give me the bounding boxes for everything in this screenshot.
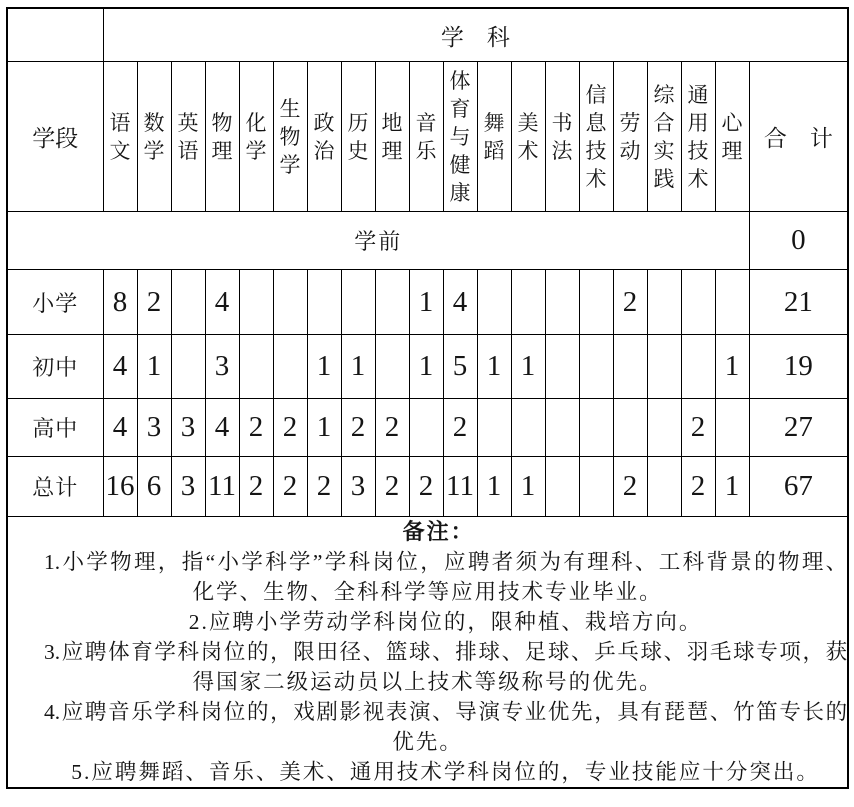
count-cell: 2	[613, 457, 647, 517]
subject-label: 书法	[551, 110, 573, 163]
count-cell	[579, 335, 613, 399]
subject-label: 化学	[245, 110, 267, 163]
count-cell	[239, 335, 273, 399]
row-label-senior: 高中	[7, 399, 103, 457]
count-cell: 6	[137, 457, 171, 517]
count-cell: 2	[409, 457, 443, 517]
count-cell	[375, 335, 409, 399]
subject-label: 音乐	[415, 110, 437, 163]
subject-label: 劳动	[619, 110, 641, 163]
subject-label: 体育与健康	[449, 68, 471, 205]
count-cell: 8	[103, 270, 137, 335]
subject-label: 政治	[313, 110, 335, 163]
count-cell: 5	[443, 335, 477, 399]
count-cell	[715, 270, 749, 335]
subject-label: 心理	[721, 110, 743, 163]
count-cell: 3	[137, 399, 171, 457]
count-cell: 16	[103, 457, 137, 517]
count-cell: 2	[375, 399, 409, 457]
count-cell	[613, 399, 647, 457]
count-cell: 4	[103, 335, 137, 399]
count-cell	[477, 270, 511, 335]
note-line: 4.应聘音乐学科岗位的，戏剧影视表演、导演专业优先，具有琵琶、竹笛专长的	[44, 700, 848, 724]
count-cell: 4	[443, 270, 477, 335]
subject-col-header-huaxue	[239, 62, 273, 212]
count-cell	[647, 335, 681, 399]
count-cell: 1	[511, 457, 545, 517]
notes-title: 备注：	[402, 519, 475, 544]
count-cell: 3	[341, 457, 375, 517]
note-line: 化学、生物、全科科学等应用技术专业毕业。	[192, 580, 663, 604]
subject-label: 地理	[381, 110, 403, 163]
count-cell	[239, 270, 273, 335]
count-cell: 2	[681, 399, 715, 457]
subject-col-header-tiyu	[443, 62, 477, 212]
subject-label: 信息技术	[585, 82, 607, 191]
count-cell: 2	[273, 457, 307, 517]
count-cell	[171, 335, 205, 399]
count-cell: 1	[715, 457, 749, 517]
subject-label: 通用技术	[687, 82, 709, 191]
row-total-cell: 67	[749, 457, 848, 517]
subject-col-header-xinxijishu	[579, 62, 613, 212]
count-cell	[375, 270, 409, 335]
row-label-junior: 初中	[7, 335, 103, 399]
row-total-cell: 21	[749, 270, 848, 335]
count-cell	[613, 335, 647, 399]
subject-col-header-wuli	[205, 62, 239, 212]
count-cell	[545, 335, 579, 399]
subject-label: 数学	[143, 110, 165, 163]
subject-col-header-tongyongjishu	[681, 62, 715, 212]
subject-label: 英语	[177, 110, 199, 163]
subject-col-header-laodong	[613, 62, 647, 212]
subject-col-header-shufa	[545, 62, 579, 212]
count-cell	[341, 270, 375, 335]
count-cell: 2	[443, 399, 477, 457]
count-cell: 1	[137, 335, 171, 399]
note-line: 2.应聘小学劳动学科岗位的，限种植、栽培方向。	[188, 610, 703, 634]
corner-cell	[7, 8, 103, 62]
count-cell: 1	[341, 335, 375, 399]
count-cell: 3	[171, 457, 205, 517]
subject-col-header-lishi	[341, 62, 375, 212]
count-cell	[511, 270, 545, 335]
count-cell: 1	[409, 335, 443, 399]
subject-group-header: 学 科	[103, 8, 848, 62]
count-cell	[579, 457, 613, 517]
subject-col-header-meishu	[511, 62, 545, 212]
stage-column-header: 学段	[7, 62, 103, 212]
subject-col-header-zongheshijian	[647, 62, 681, 212]
count-cell: 11	[205, 457, 239, 517]
count-cell: 4	[205, 399, 239, 457]
count-cell	[647, 457, 681, 517]
count-cell: 3	[205, 335, 239, 399]
notes-section	[7, 517, 848, 789]
subject-col-header-shengwuxue	[273, 62, 307, 212]
note-line: 5.应聘舞蹈、音乐、美术、通用技术学科岗位的，专业技能应十分突出。	[71, 760, 820, 784]
count-cell	[171, 270, 205, 335]
count-cell	[579, 270, 613, 335]
count-cell	[273, 270, 307, 335]
subject-label: 生物学	[279, 96, 301, 177]
count-cell: 3	[171, 399, 205, 457]
count-cell: 2	[137, 270, 171, 335]
subject-col-header-zhengzhi	[307, 62, 341, 212]
subject-col-header-yinyue	[409, 62, 443, 212]
count-cell: 4	[205, 270, 239, 335]
count-cell: 11	[443, 457, 477, 517]
count-cell	[647, 270, 681, 335]
subject-col-header-shuxue	[137, 62, 171, 212]
note-line: 3.应聘体育学科岗位的，限田径、篮球、排球、足球、乒乓球、羽毛球专项，获	[44, 640, 848, 664]
preschool-total-cell: 0	[749, 212, 848, 270]
count-cell	[477, 399, 511, 457]
count-cell	[273, 335, 307, 399]
total-column-header: 合 计	[749, 62, 848, 212]
subject-label: 舞蹈	[483, 110, 505, 163]
note-line: 优先。	[392, 730, 463, 754]
count-cell	[511, 399, 545, 457]
count-cell: 1	[307, 335, 341, 399]
count-cell	[715, 399, 749, 457]
count-cell: 1	[307, 399, 341, 457]
subject-col-header-wudao	[477, 62, 511, 212]
count-cell	[681, 335, 715, 399]
note-line: 得国家二级运动员以上技术等级称号的优先。	[192, 670, 663, 694]
count-cell: 1	[477, 457, 511, 517]
count-cell: 2	[273, 399, 307, 457]
row-total-cell: 27	[749, 399, 848, 457]
subject-label: 综合实践	[653, 82, 675, 191]
row-label-primary: 小学	[7, 270, 103, 335]
row-label-grand-total: 总计	[7, 457, 103, 517]
subject-label: 物理	[211, 110, 233, 163]
count-cell	[647, 399, 681, 457]
count-cell: 1	[511, 335, 545, 399]
count-cell: 2	[613, 270, 647, 335]
recruitment-table	[6, 7, 849, 789]
count-cell: 1	[409, 270, 443, 335]
note-line: 1.小学物理，指“小学科学”学科岗位，应聘者须为有理科、工科背景的物理、	[44, 550, 848, 574]
count-cell	[409, 399, 443, 457]
count-cell: 4	[103, 399, 137, 457]
preschool-row-label: 学前	[7, 212, 749, 270]
subject-label: 语文	[109, 110, 131, 163]
count-cell	[681, 270, 715, 335]
row-total-cell: 19	[749, 335, 848, 399]
count-cell	[579, 399, 613, 457]
subject-col-header-yingyu	[171, 62, 205, 212]
count-cell	[545, 270, 579, 335]
count-cell	[545, 457, 579, 517]
count-cell	[545, 399, 579, 457]
subject-label: 历史	[347, 110, 369, 163]
count-cell: 1	[477, 335, 511, 399]
count-cell: 2	[375, 457, 409, 517]
count-cell: 2	[681, 457, 715, 517]
subject-col-header-yuwen	[103, 62, 137, 212]
subject-col-header-xinli	[715, 62, 749, 212]
count-cell	[307, 270, 341, 335]
subject-label: 美术	[517, 110, 539, 163]
count-cell: 1	[715, 335, 749, 399]
count-cell: 2	[239, 457, 273, 517]
subject-col-header-dili	[375, 62, 409, 212]
count-cell: 2	[341, 399, 375, 457]
count-cell: 2	[307, 457, 341, 517]
count-cell: 2	[239, 399, 273, 457]
